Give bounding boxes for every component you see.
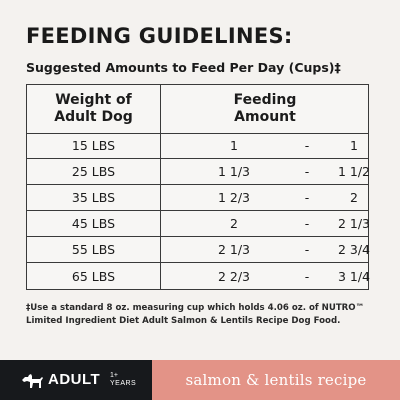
footnote: ‡Use a standard 8 oz. measuring cup which holds 4.06 oz. of NUTRO™ Limited Ingredient Diet Adult Salmon & Lentils Recipe Dog Food. bbox=[26, 303, 365, 326]
years-number: 1+ bbox=[110, 372, 118, 379]
amount-dash: - bbox=[304, 164, 310, 179]
amount-from-cell: 2 1/3 bbox=[217, 242, 251, 257]
amount-to-cell: 3 1/4 bbox=[337, 268, 371, 284]
header-weight: Weight of Adult Dog bbox=[54, 92, 133, 125]
table-header-row bbox=[27, 85, 368, 134]
table-row bbox=[27, 159, 371, 185]
adult-label: ADULT bbox=[48, 371, 101, 388]
weight-cell: 15 LBS bbox=[71, 138, 116, 153]
page-subtitle: Suggested Amounts to Feed Per Day (Cups)‡ bbox=[26, 60, 341, 75]
amount-dash: - bbox=[304, 268, 310, 284]
weight-cell: 65 LBS bbox=[71, 268, 116, 284]
table-row bbox=[27, 133, 368, 159]
amount-dash: - bbox=[304, 242, 310, 257]
weight-cell: 55 LBS bbox=[71, 242, 116, 257]
amount-dash: - bbox=[304, 190, 310, 205]
amount-to-cell: 1 bbox=[350, 138, 358, 153]
table-row bbox=[27, 237, 371, 263]
amount-from-cell: 2 bbox=[230, 216, 238, 231]
page-title: FEEDING GUIDELINES: bbox=[26, 24, 293, 48]
amount-from-cell: 1 1/3 bbox=[217, 164, 251, 179]
years-label: YEARS bbox=[110, 380, 137, 387]
amount-dash: - bbox=[304, 216, 310, 231]
amount-to-cell: 2 3/4 bbox=[337, 242, 371, 257]
adult-badge bbox=[0, 360, 152, 400]
recipe-label: salmon & lentils recipe bbox=[185, 371, 367, 389]
amount-to-cell: 2 bbox=[350, 190, 358, 205]
footer-band bbox=[0, 360, 400, 400]
weight-cell: 45 LBS bbox=[71, 216, 116, 231]
years-badge bbox=[110, 372, 136, 388]
amount-from-cell: 2 2/3 bbox=[217, 268, 251, 284]
dog-silhouette-icon bbox=[20, 371, 44, 396]
amount-to-cell: 2 1/3 bbox=[337, 216, 371, 231]
table-row bbox=[27, 263, 371, 289]
table-row bbox=[27, 211, 371, 237]
recipe-banner bbox=[152, 360, 400, 400]
header-feeding-amount: Feeding Amount bbox=[233, 92, 297, 125]
weight-cell: 25 LBS bbox=[71, 164, 116, 179]
amount-dash: - bbox=[304, 138, 310, 153]
amount-to-cell: 1 1/2 bbox=[337, 164, 371, 179]
weight-cell: 35 LBS bbox=[71, 190, 116, 205]
amount-from-cell: 1 2/3 bbox=[217, 190, 251, 205]
table-row bbox=[27, 185, 368, 211]
feeding-table bbox=[26, 84, 369, 290]
amount-from-cell: 1 bbox=[230, 138, 238, 153]
